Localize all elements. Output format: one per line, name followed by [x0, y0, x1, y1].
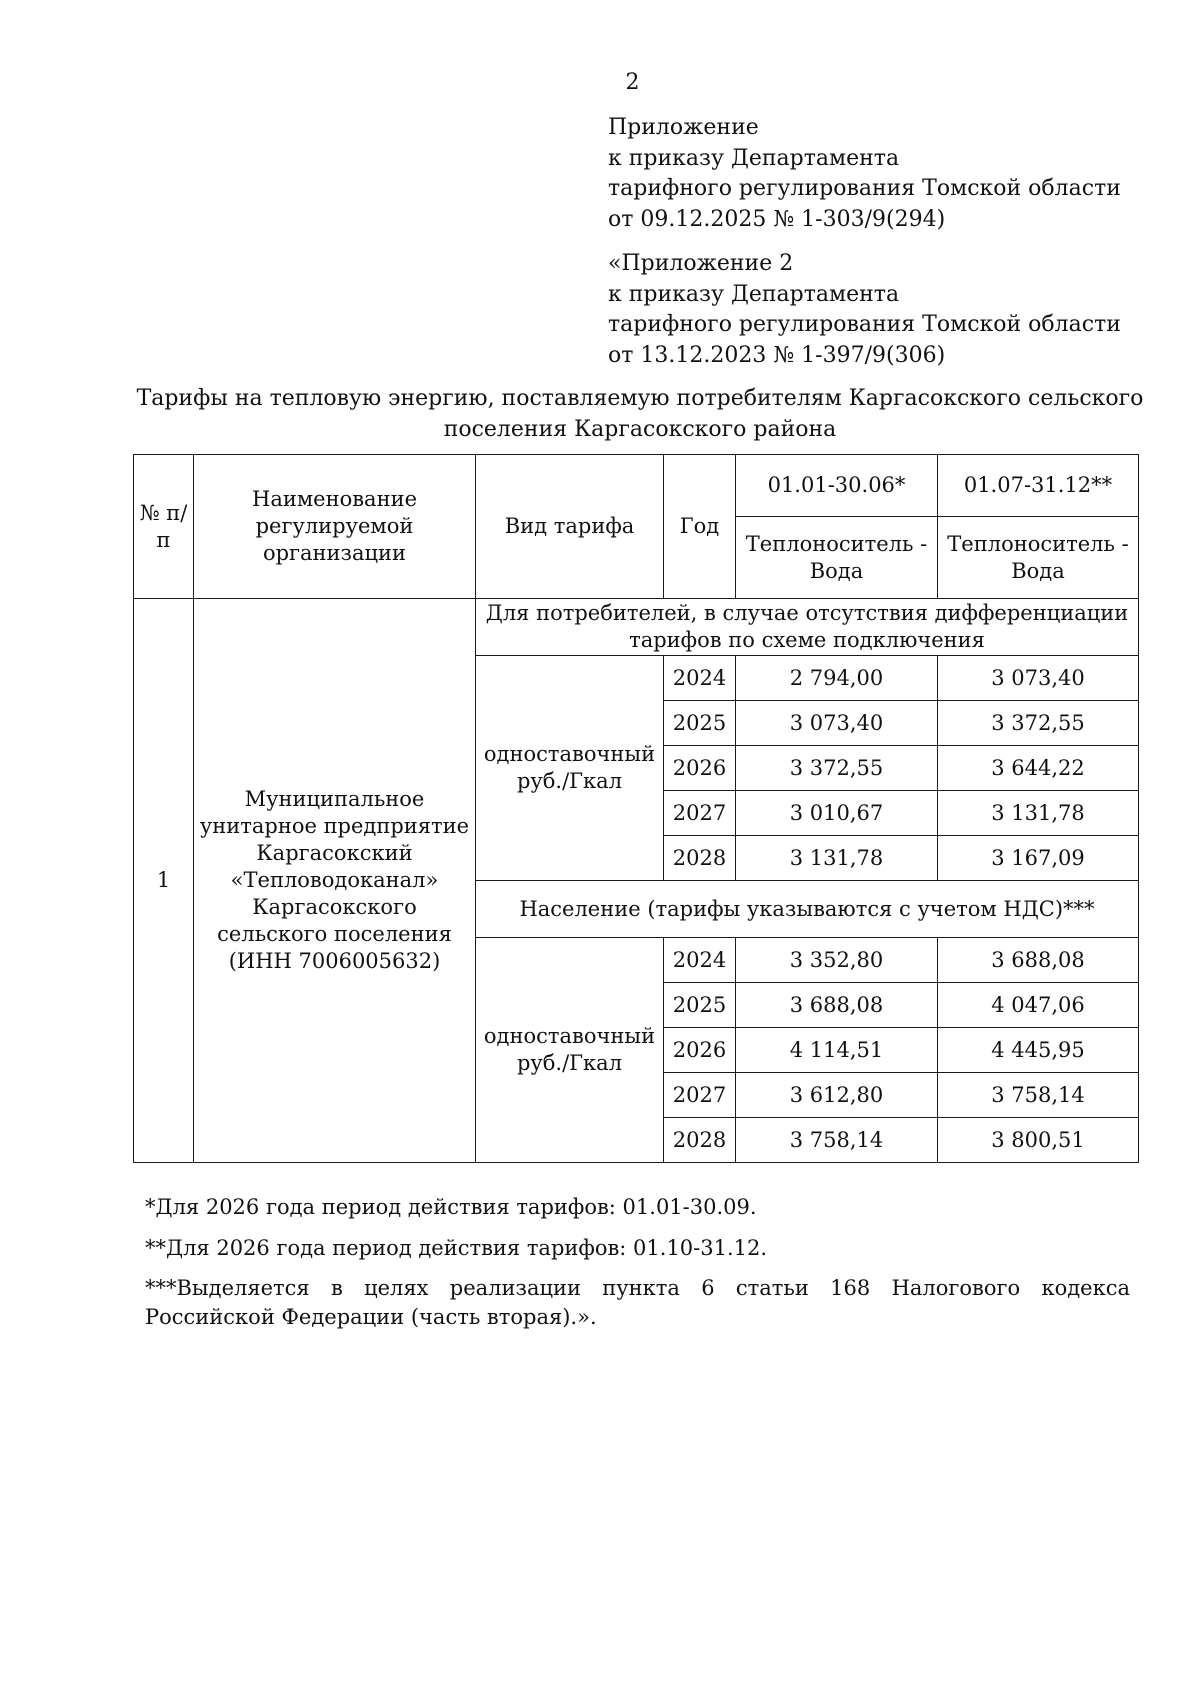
- document-title: [120, 384, 1160, 445]
- header-row: [134, 455, 1139, 517]
- tariff-value: 3 073,40: [938, 656, 1139, 701]
- header-org: Наименование регулируемой организации: [194, 455, 476, 599]
- org-line: Каргасокского: [252, 895, 417, 919]
- footnote: ***Выделяется в целях реализации пункта 6 статьи 168 Налогового кодекса Российской Федерации (часть вторая).».: [145, 1276, 1130, 1329]
- year-cell: 2025: [664, 701, 736, 746]
- org-line: унитарное предприятие: [199, 814, 470, 838]
- year-cell: 2027: [664, 791, 736, 836]
- header-carrier-1: Теплоноситель - Вода: [736, 517, 938, 599]
- page-number: 2: [625, 70, 640, 95]
- appendix-line: «Приложение 2: [608, 251, 794, 276]
- section-title: Население (тарифы указываются с учетом НДС)***: [476, 881, 1139, 938]
- title-line: Тарифы на тепловую энергию, поставляемую потребителям Каргасокского сельского: [136, 386, 1144, 411]
- tariff-value: 3 688,08: [938, 938, 1139, 983]
- footnote: **Для 2026 года период действия тарифов: 01.10-31.12.: [145, 1235, 768, 1260]
- header-tariff-type: Вид тарифа: [476, 455, 664, 599]
- organization-name: [194, 599, 476, 1163]
- appendix-line: к приказу Департамента: [608, 145, 900, 171]
- row-number: 1: [134, 599, 194, 1163]
- header-year: Год: [664, 455, 736, 599]
- year-cell: 2026: [664, 746, 736, 791]
- tariff-value: 3 352,80: [736, 938, 938, 983]
- footnote: *Для 2026 года период действия тарифов: 01.01-30.09.: [145, 1195, 757, 1219]
- org-line: «Тепловодоканал»: [230, 868, 439, 892]
- tariff-type: одноставочный руб./Гкал: [476, 656, 664, 881]
- tariff-value: 3 131,78: [736, 836, 938, 881]
- org-line: сельского поселения: [217, 922, 452, 946]
- tariff-value: 2 794,00: [736, 656, 938, 701]
- footnotes: [145, 1193, 1130, 1343]
- appendix-2-header: [608, 249, 1121, 371]
- org-line: Каргасокский: [256, 841, 413, 865]
- year-cell: 2028: [664, 836, 736, 881]
- title-line: поселения Каргасокского района: [443, 416, 837, 442]
- tariff-value: 3 010,67: [736, 791, 938, 836]
- appendix-line: от 09.12.2025 № 1-303/9(294): [608, 206, 946, 232]
- tariff-value: 3 644,22: [938, 746, 1139, 791]
- appendix-line: от 13.12.2023 № 1-397/9(306): [608, 342, 946, 368]
- appendix-line: Приложение: [608, 115, 759, 140]
- tariff-value: 3 131,78: [938, 791, 1139, 836]
- year-cell: 2024: [664, 656, 736, 701]
- appendix-header: [608, 113, 1121, 235]
- appendix-line: тарифного регулирования Томской области: [608, 312, 1121, 337]
- section-row: [134, 599, 1139, 656]
- tariff-value: 3 073,40: [736, 701, 938, 746]
- tariff-value: 3 612,80: [736, 1073, 938, 1118]
- tariff-value: 4 445,95: [938, 1028, 1139, 1073]
- year-cell: 2026: [664, 1028, 736, 1073]
- tariff-value: 4 114,51: [736, 1028, 938, 1073]
- appendix-line: тарифного регулирования Томской области: [608, 176, 1121, 201]
- header-num: № п/п: [134, 455, 194, 599]
- tariff-value: 3 688,08: [736, 983, 938, 1028]
- section-title: Для потребителей, в случае отсутствия дифференциации тарифов по схеме подключения: [476, 599, 1139, 656]
- appendix-line: к приказу Департамента: [608, 281, 900, 307]
- tariff-value: 3 758,14: [938, 1073, 1139, 1118]
- tariff-value: 4 047,06: [938, 983, 1139, 1028]
- year-cell: 2028: [664, 1118, 736, 1163]
- tariff-value: 3 372,55: [736, 746, 938, 791]
- header-period-1: 01.01-30.06*: [736, 455, 938, 517]
- tariff-value: 3 372,55: [938, 701, 1139, 746]
- org-line: (ИНН 7006005632): [228, 949, 441, 973]
- tariff-value: 3 167,09: [938, 836, 1139, 881]
- year-cell: 2027: [664, 1073, 736, 1118]
- org-line: Муниципальное: [244, 787, 425, 811]
- tariff-value: 3 758,14: [736, 1118, 938, 1163]
- tariff-type: одноставочный руб./Гкал: [476, 938, 664, 1163]
- header-period-2: 01.07-31.12**: [938, 455, 1139, 517]
- year-cell: 2024: [664, 938, 736, 983]
- header-carrier-2: Теплоноситель - Вода: [938, 517, 1139, 599]
- tariff-value: 3 800,51: [938, 1118, 1139, 1163]
- tariff-table: [133, 454, 1139, 1163]
- year-cell: 2025: [664, 983, 736, 1028]
